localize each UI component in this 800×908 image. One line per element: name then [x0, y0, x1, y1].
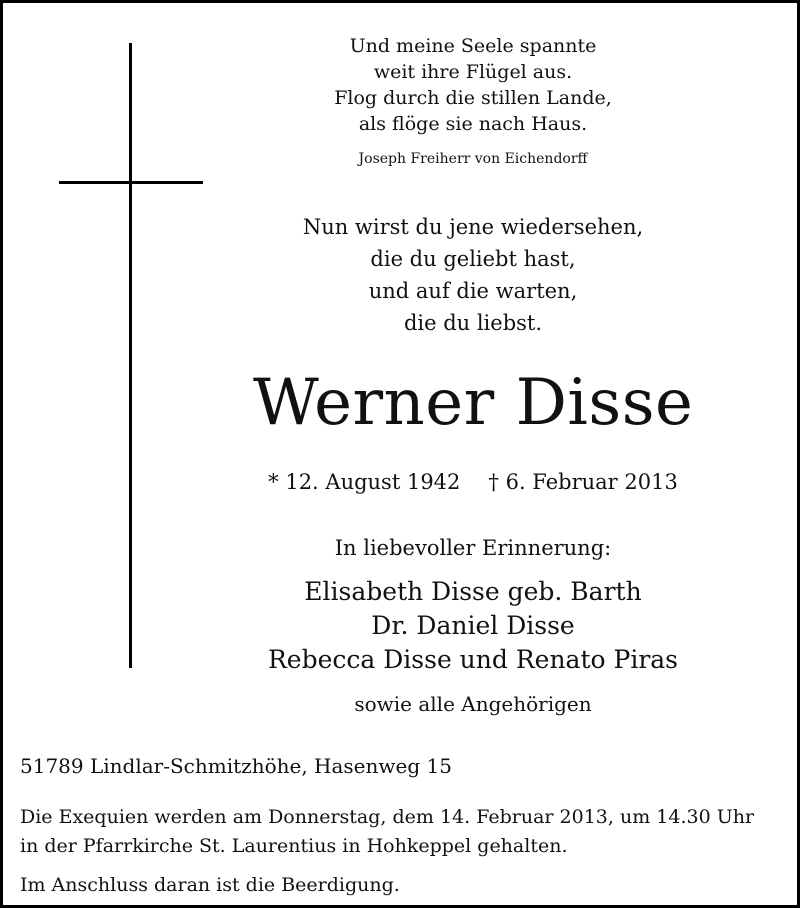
deceased-name: Werner Disse: [253, 366, 694, 440]
address: 51789 Lindlar-Schmitzhöhe, Hasenweg 15: [20, 754, 452, 778]
memory-intro: In liebevoller Erinnerung:: [334, 536, 612, 560]
mourner-name: Elisabeth Disse geb. Barth: [304, 577, 642, 606]
verse-line: und auf die warten,: [368, 279, 578, 303]
verse-line: die du liebst.: [403, 311, 543, 335]
poem-author: Joseph Freiherr von Eichendorff: [358, 151, 588, 167]
cross-vertical-bar: [129, 43, 132, 668]
poem-line: weit ihre Flügel aus.: [373, 61, 573, 83]
birth-date: * 12. August 1942: [268, 470, 461, 494]
service-info: [20, 803, 790, 861]
mourner-name: Dr. Daniel Disse: [371, 611, 575, 640]
mourner-names: [253, 575, 693, 677]
verse: [253, 211, 693, 339]
verse-line: die du geliebt hast,: [370, 247, 576, 271]
relatives-line: sowie alle Angehörigen: [354, 692, 592, 716]
death-date: † 6. Februar 2013: [488, 470, 678, 494]
poem: [253, 33, 693, 137]
life-dates: [253, 467, 693, 497]
poem-line: als flöge sie nach Haus.: [358, 113, 588, 135]
mourner-name: Rebecca Disse und Renato Piras: [267, 645, 679, 674]
verse-line: Nun wirst du jene wiedersehen,: [302, 215, 644, 239]
poem-line: Und meine Seele spannte: [349, 35, 597, 57]
burial-info: Im Anschluss daran ist die Beerdigung.: [20, 874, 400, 896]
cross-horizontal-bar: [59, 181, 203, 184]
service-line: in der Pfarrkirche St. Laurentius in Hohkeppel gehalten.: [20, 835, 568, 857]
service-line: Die Exequien werden am Donnerstag, dem 14. Februar 2013, um 14.30 Uhr: [20, 806, 755, 828]
poem-line: Flog durch die stillen Lande,: [334, 87, 612, 109]
